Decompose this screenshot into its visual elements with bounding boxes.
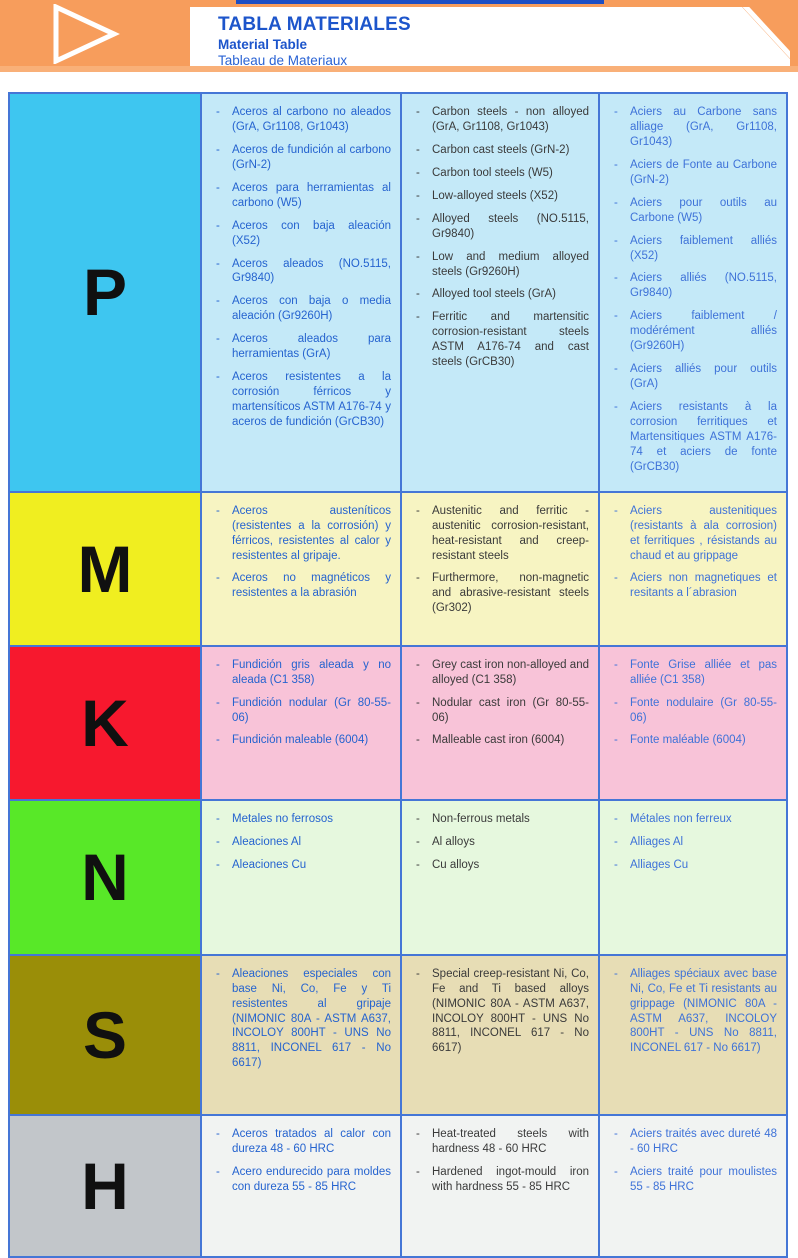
bullet-dash: - [614, 196, 618, 209]
bullet-dash: - [216, 333, 220, 346]
page-title-en: Material Table [218, 37, 308, 52]
material-item-text: Aciers alliés (NO.5115, Gr9840) [630, 272, 777, 300]
material-item-text: Aceros aleados para herramientas (GrA) [232, 333, 391, 361]
material-item-text: Aciers austenitiques (resistants à ala corrosion) et ferritiques , résistands au chaud et au grippage [630, 504, 777, 562]
material-cell-M-fr [598, 493, 786, 645]
material-item [214, 1127, 391, 1157]
bullet-dash: - [614, 158, 618, 171]
material-item [214, 835, 391, 850]
bullet-dash: - [416, 189, 420, 202]
bullet-dash: - [216, 143, 220, 156]
material-item [214, 858, 391, 873]
material-item-text: Malleable cast iron (6004) [432, 734, 565, 747]
material-item [414, 504, 589, 564]
material-item [414, 189, 589, 204]
material-item-text: Aciers au Carbone sans alliage (GrA, Gr1108, Gr1043) [630, 106, 777, 148]
material-item-text: Ferritic and martensitic corrosion-resistant steels ASTM A176-74 and cast steels (GrCB30) [432, 311, 589, 369]
material-item [414, 310, 589, 370]
bullet-dash: - [216, 734, 220, 747]
material-table [8, 92, 788, 1258]
bullet-dash: - [416, 288, 420, 301]
page-title-fr: Tableau de Materiaux [218, 53, 348, 68]
material-item [214, 504, 391, 564]
material-letter-K: K [10, 647, 200, 799]
material-row-P [10, 94, 786, 491]
header-band-footer [0, 66, 798, 72]
material-row-H [10, 1114, 786, 1256]
bullet-dash: - [614, 504, 618, 517]
bullet-dash: - [216, 967, 220, 980]
bullet-dash: - [416, 1165, 420, 1178]
bullet-dash: - [614, 658, 618, 671]
material-item [414, 250, 589, 280]
page-title: TABLA MATERIALES [218, 14, 411, 35]
material-item-text: Low-alloyed steels (X52) [432, 189, 558, 202]
material-item-text: Aciers traité pour moulistes 55 - 85 HRC [630, 1165, 777, 1193]
material-item-text: Aceros al carbono no aleados (GrA, Gr1108, Gr1043) [232, 106, 391, 133]
bullet-dash: - [416, 696, 420, 709]
material-item-text: Aceros con baja aleación (X52) [232, 219, 391, 247]
material-row-N [10, 799, 786, 954]
bullet-dash: - [614, 234, 618, 247]
material-item [414, 212, 589, 242]
material-item [414, 696, 589, 726]
material-item [414, 1165, 589, 1195]
bullet-dash: - [416, 812, 420, 825]
bullet-dash: - [216, 858, 220, 871]
header-title-box [190, 7, 790, 66]
material-item-text: Acero endurecido para moldes con dureza 55 - 85 HRC [232, 1165, 391, 1193]
bullet-dash: - [614, 835, 618, 848]
bullet-dash: - [216, 371, 220, 384]
material-item-text: Special creep-resistant Ni, Co, Fe and Ti based alloys (NIMONIC 80A - ASTM A637, INCOLOY 800HT - UNS No 8811, INCONEL 617 - No 6617) [432, 967, 589, 1055]
material-cell-M-es [200, 493, 400, 645]
material-item-text: Aceros con baja o media aleación (Gr9260H) [232, 295, 391, 323]
material-item-text: Fonte nodulaire (Gr 80-55-06) [630, 696, 777, 724]
bullet-dash: - [416, 858, 420, 871]
material-item [414, 835, 589, 850]
material-item-text: Aciers de Fonte au Carbone (GrN-2) [630, 158, 777, 186]
material-cell-S-en [400, 956, 598, 1114]
material-cell-H-fr [598, 1116, 786, 1256]
material-item-text: Carbon tool steels (W5) [432, 166, 553, 179]
material-item-text: Aceros de fundición al carbono (GrN-2) [232, 143, 391, 171]
bullet-dash: - [216, 504, 220, 517]
material-item [214, 219, 391, 249]
material-item [612, 309, 777, 354]
material-item-text: Cu alloys [432, 858, 480, 871]
material-cell-K-fr [598, 647, 786, 799]
material-item [414, 166, 589, 181]
material-item-text: Fonte Grise alliée et pas alliée (C1 358) [630, 658, 777, 686]
bullet-dash: - [416, 967, 420, 980]
material-item [214, 571, 391, 601]
material-item [214, 696, 391, 726]
material-item-text: Aciers faiblement alliés (X52) [630, 234, 777, 262]
material-row-M [10, 491, 786, 645]
material-item-text: Alloyed tool steels (GrA) [432, 288, 556, 301]
material-item [612, 835, 777, 850]
bullet-dash: - [416, 106, 420, 118]
bullet-dash: - [614, 272, 618, 285]
material-item-text: Al alloys [432, 835, 475, 848]
material-item-text: Nodular cast iron (Gr 80-55-06) [432, 696, 589, 724]
bullet-dash: - [416, 212, 420, 225]
material-cell-M-en [400, 493, 598, 645]
material-item-text: Carbon steels - non alloyed (GrA, Gr1108, Gr1043) [432, 106, 589, 133]
material-cell-N-fr [598, 801, 786, 954]
bullet-dash: - [216, 181, 220, 194]
material-cell-S-fr [598, 956, 786, 1114]
material-item-text: Grey cast iron non-alloyed and alloyed (C1 358) [432, 658, 589, 686]
material-item [612, 571, 777, 601]
material-item [414, 858, 589, 873]
material-item-text: Aleaciones Cu [232, 858, 307, 871]
material-item-text: Aciers non magnetiques et resitants a l´abrasion [630, 572, 777, 600]
bullet-dash: - [216, 658, 220, 671]
bullet-dash: - [216, 257, 220, 270]
bullet-dash: - [216, 812, 220, 825]
material-item [414, 105, 589, 135]
chevron-right-icon [52, 4, 122, 64]
material-item-text: Alliages Al [630, 835, 684, 848]
material-item [214, 105, 391, 135]
material-item-text: Low and medium alloyed steels (Gr9260H) [432, 250, 589, 278]
material-item [612, 1127, 777, 1157]
material-item [214, 812, 391, 827]
material-item-text: Heat-treated steels with hardness 48 - 60 HRC [432, 1127, 589, 1155]
material-cell-H-es [200, 1116, 400, 1256]
material-item [612, 1165, 777, 1195]
material-item [612, 696, 777, 726]
material-item [612, 362, 777, 392]
material-item [612, 271, 777, 301]
bullet-dash: - [614, 858, 618, 871]
bullet-dash: - [416, 572, 420, 585]
material-item-text: Austenitic and ferritic - austenitic corrosion-resistant, heat-resistant and creep-resistant steels [432, 504, 589, 562]
material-item [214, 332, 391, 362]
bullet-dash: - [614, 1165, 618, 1178]
bullet-dash: - [416, 1127, 420, 1140]
material-item [612, 158, 777, 188]
bullet-dash: - [416, 311, 420, 324]
bullet-dash: - [614, 812, 618, 825]
bullet-dash: - [216, 219, 220, 232]
material-item-text: Aceros no magnéticos y resistentes a la abrasión [232, 572, 391, 600]
material-cell-P-fr [598, 94, 786, 491]
material-row-K [10, 645, 786, 799]
material-item-text: Aleaciones especiales con base Ni, Co, Fe y Ti resistentes al gripaje (NIMONIC 80A - ASTM A637, INCOLOY 800HT - UNS No 8811, INCONEL 617 - No 6617) [232, 967, 391, 1070]
bullet-dash: - [216, 1165, 220, 1178]
material-cell-K-es [200, 647, 400, 799]
material-item [414, 733, 589, 748]
material-item [214, 967, 391, 1072]
bullet-dash: - [416, 166, 420, 179]
bullet-dash: - [216, 106, 220, 118]
material-item [214, 1165, 391, 1195]
material-item-text: Fundición nodular (Gr 80-55-06) [232, 696, 391, 724]
bullet-dash: - [614, 310, 618, 323]
material-item-text: Aceros para herramientas al carbono (W5) [232, 181, 391, 209]
material-item-text: Aceros tratados al calor con dureza 48 - 60 HRC [232, 1127, 391, 1155]
material-item [612, 858, 777, 873]
material-item [612, 105, 777, 150]
material-cell-H-en [400, 1116, 598, 1256]
bullet-dash: - [416, 250, 420, 263]
material-item [214, 257, 391, 287]
material-item [612, 967, 777, 1057]
material-item [612, 400, 777, 475]
material-item [214, 658, 391, 688]
material-item-text: Non-ferrous metals [432, 812, 530, 825]
material-item-text: Furthermore, non-magnetic and abrasive-resistant steels (Gr302) [432, 572, 589, 615]
top-blue-line [236, 0, 604, 4]
material-item-text: Fundición maleable (6004) [232, 734, 369, 747]
material-item [612, 733, 777, 748]
bullet-dash: - [216, 696, 220, 709]
material-item [414, 287, 589, 302]
material-item [214, 143, 391, 173]
material-cell-P-en [400, 94, 598, 491]
material-item [214, 181, 391, 211]
material-item-text: Métales non ferreux [630, 812, 732, 825]
material-item-text: Hardened ingot-mould iron with hardness 55 - 85 HRC [432, 1165, 589, 1193]
bullet-dash: - [614, 967, 618, 980]
material-item [612, 812, 777, 827]
material-letter-P: P [10, 94, 200, 491]
material-item [214, 733, 391, 748]
material-item-text: Alloyed steels (NO.5115, Gr9840) [432, 212, 589, 240]
material-item [214, 370, 391, 430]
material-letter-H: H [10, 1116, 200, 1256]
bullet-dash: - [216, 572, 220, 585]
material-cell-K-en [400, 647, 598, 799]
material-item [612, 196, 777, 226]
material-item-text: Aceros aleados (NO.5115, Gr9840) [232, 257, 391, 285]
material-cell-N-en [400, 801, 598, 954]
material-cell-S-es [200, 956, 400, 1114]
material-cell-P-es [200, 94, 400, 491]
material-row-S [10, 954, 786, 1114]
bullet-dash: - [416, 835, 420, 848]
bullet-dash: - [416, 658, 420, 671]
bullet-dash: - [416, 143, 420, 156]
material-item [612, 504, 777, 564]
material-item [414, 967, 589, 1057]
material-item-text: Fundición gris aleada y no aleada (C1 358) [232, 658, 391, 686]
material-letter-N: N [10, 801, 200, 954]
bullet-dash: - [614, 696, 618, 709]
material-item [612, 658, 777, 688]
bullet-dash: - [614, 572, 618, 585]
material-item-text: Aciers resistants à la corrosion ferritiques et Martensitiques ASTM A176-74 et aciers de fonte (GrCB30) [630, 401, 777, 473]
material-item [414, 658, 589, 688]
material-item-text: Carbon cast steels (GrN-2) [432, 143, 570, 156]
bullet-dash: - [614, 363, 618, 376]
bullet-dash: - [614, 106, 618, 118]
material-item-text: Alliages Cu [630, 858, 689, 871]
material-item-text: Aciers alliés pour outils (GrA) [630, 363, 777, 391]
material-item-text: Aceros resistentes a la corrosión férricos y martensíticos ASTM A176-74 y aceros de fundición (GrCB30) [232, 371, 391, 428]
material-cell-N-es [200, 801, 400, 954]
bullet-dash: - [216, 835, 220, 848]
material-item [414, 1127, 589, 1157]
bullet-dash: - [416, 504, 420, 517]
bullet-dash: - [216, 295, 220, 308]
material-letter-M: M [10, 493, 200, 645]
material-item [214, 294, 391, 324]
material-item-text: Aceros austeníticos (resistentes a la corrosión) y férricos, resistentes al calor y resistentes al gripaje. [232, 504, 391, 562]
bullet-dash: - [614, 401, 618, 413]
bullet-dash: - [614, 1127, 618, 1140]
corner-cut-decoration [742, 7, 790, 59]
material-item-text: Aleaciones Al [232, 835, 302, 848]
material-item [612, 234, 777, 264]
material-item-text: Aciers traités avec dureté 48 - 60 HRC [630, 1127, 777, 1155]
material-letter-S: S [10, 956, 200, 1114]
material-item [414, 143, 589, 158]
material-item-text: Fonte maléable (6004) [630, 734, 746, 747]
material-item-text: Aciers faiblement / modérément alliés (Gr9260H) [630, 310, 777, 353]
bullet-dash: - [614, 734, 618, 747]
bullet-dash: - [416, 734, 420, 747]
material-item [414, 571, 589, 616]
material-item-text: Alliages spéciaux avec base Ni, Co, Fe et Ti resistants au grippage (NIMONIC 80A - ASTM A637, INCOLOY 800HT - UNS No 8811, INCONEL 617 - No 6617) [630, 967, 777, 1055]
bullet-dash: - [216, 1127, 220, 1140]
material-item-text: Aciers pour outils au Carbone (W5) [630, 196, 777, 224]
material-item [414, 812, 589, 827]
material-item-text: Metales no ferrosos [232, 812, 333, 825]
